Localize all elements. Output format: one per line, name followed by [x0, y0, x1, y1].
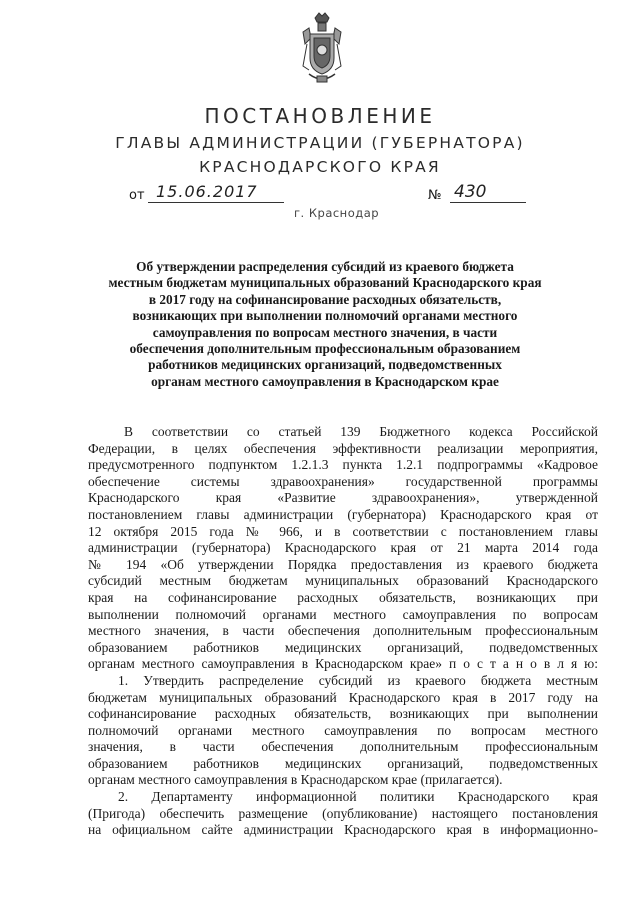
- title-line: работников медицинских организаций, подведомственных: [148, 357, 502, 373]
- document-title: [80, 259, 570, 390]
- number-label: №: [428, 188, 442, 203]
- body-line: обеспечение системы здравоохранения» государственной программы: [88, 473, 598, 489]
- title-line: возникающих при выполнении полномочий органами местного: [132, 308, 518, 324]
- body-line-item-2: 2. Департаменту информационной политики Краснодарского края: [118, 789, 598, 805]
- body-line: постановлением главы администрации (губернатора) Краснодарского края от: [88, 506, 598, 522]
- title-line: Об утверждении распределения субсидий из краевого бюджета: [136, 259, 514, 274]
- issuer-heading: ГЛАВЫ АДМИНИСТРАЦИИ (ГУБЕРНАТОРА): [115, 134, 525, 152]
- body-line: полномочий органами местного самоуправления по вопросам местного: [88, 722, 598, 738]
- region-heading: КРАСНОДАРСКОГО КРАЯ: [199, 158, 441, 176]
- body-line: софинансирование расходных обязательств, возникающих при выполнении: [88, 706, 598, 722]
- body-line: на официальном сайте администрации Краснодарского края в информационно-: [88, 822, 598, 838]
- body-line: бюджетам муниципальных образований Краснодарского края в 2017 году на: [88, 689, 598, 705]
- document-body: [88, 424, 598, 839]
- body-line-item-1: 1. Утвердить распределение субсидий из краевого бюджета местным: [118, 672, 598, 688]
- body-line: администрации (губернатора) Краснодарского края от 21 марта 2014 года: [88, 540, 598, 556]
- city-label: г. Краснодар: [294, 206, 380, 220]
- title-line: органам местного самоуправления в Краснодарском крае: [151, 373, 499, 389]
- title-line: обеспечения дополнительным профессиональным образованием: [129, 341, 521, 357]
- body-line: субсидий местным бюджетам муниципальных образований Краснодарского: [88, 573, 598, 589]
- title-line: местным бюджетам муниципальных образований Краснодарского края: [108, 275, 542, 291]
- krasnodar-coat-of-arms-icon: [297, 10, 347, 88]
- title-line: в 2017 году на софинансирование расходных обязательств,: [148, 291, 502, 307]
- document-type-heading: ПОСТАНОВЛЕНИЕ: [204, 104, 436, 128]
- body-line: Федерации, в целях обеспечения эффективности реализации мероприятия,: [88, 440, 598, 456]
- body-line: края на софинансирование расходных обязательств, возникающих при: [88, 589, 598, 605]
- body-line: образованием работников медицинских организаций, подведомственных: [88, 755, 598, 771]
- body-line: образованием работников медицинских организаций, подведомственных: [88, 639, 598, 655]
- body-line: предусмотренного подпунктом 1.2.1.3 пункта 1.2.1 подпрограммы «Кадровое: [88, 457, 598, 473]
- body-line: значения, в части обеспечения дополнительным профессиональным: [88, 739, 598, 755]
- body-line: органам местного самоуправления в Краснодарском крае (прилагается).: [88, 772, 503, 788]
- date-value: 15.06.2017: [148, 182, 284, 203]
- body-line: Краснодарского края «Развитие здравоохранения», утвержденной: [88, 490, 598, 506]
- body-line: 12 октября 2015 года № 966, и в соответствии с постановлением главы: [88, 523, 598, 539]
- body-line: В соответствии со статьей 139 Бюджетного кодекса Российской: [124, 424, 598, 439]
- title-line: самоуправления по вопросам местного значения, в части: [152, 324, 498, 340]
- body-line: местного значения, в части обеспечения дополнительным профессиональным: [88, 623, 598, 639]
- body-line: (Пригода) обеспечить размещение (опубликование) настоящего постановления: [88, 805, 598, 821]
- date-label: от: [129, 188, 145, 203]
- number-value: 430: [450, 182, 526, 203]
- body-line-decree: органам местного самоуправления в Краснодарском крае» п о с т а н о в л я ю:: [88, 656, 598, 672]
- body-line: выполнении полномочий органами местного самоуправления по вопросам: [88, 606, 598, 622]
- body-line: № 194 «Об утверждении Порядка предоставления из краевого бюджета: [88, 556, 598, 572]
